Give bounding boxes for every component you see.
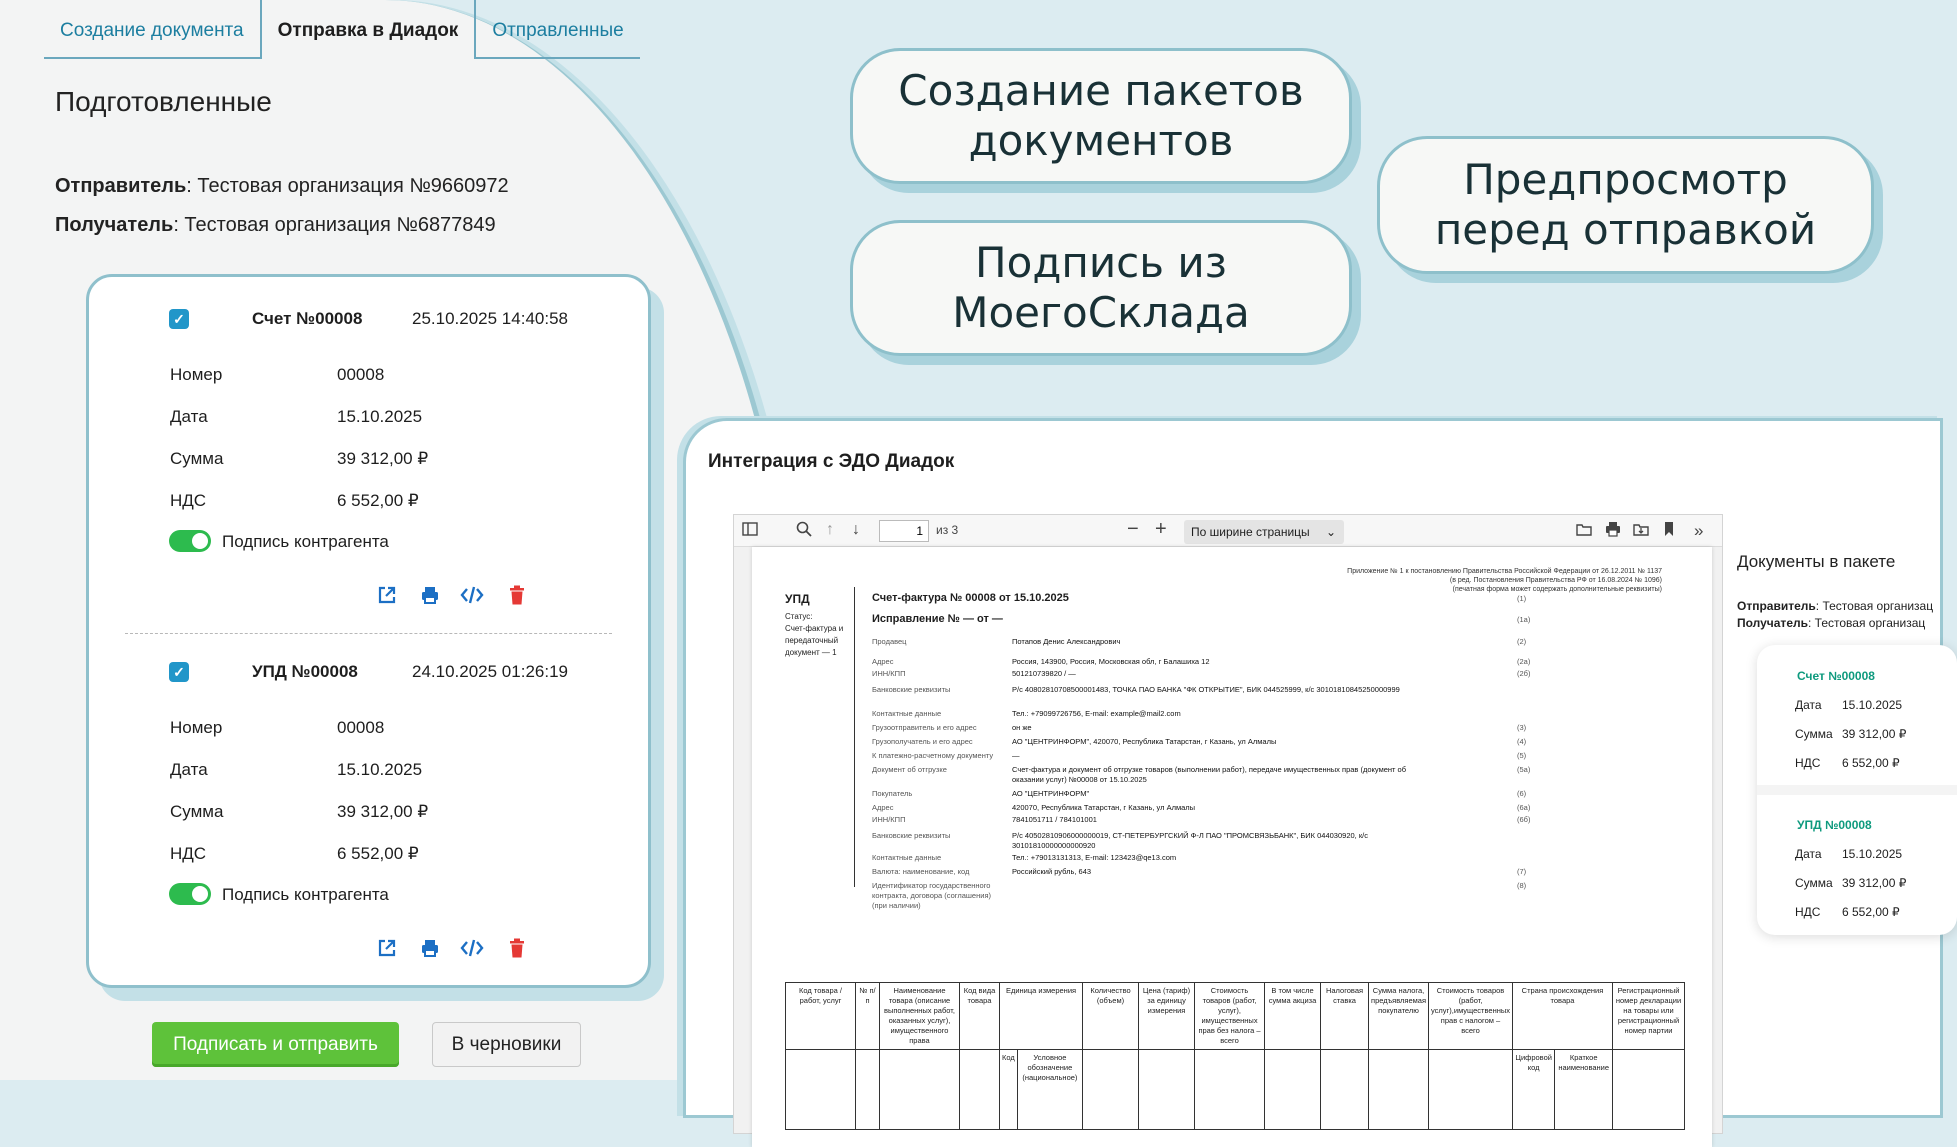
receiver-value: : Тестовая организация №6877849 xyxy=(173,214,496,236)
invoice-field-label: Документ об отгрузке xyxy=(872,765,947,774)
document-item xyxy=(89,277,648,617)
invoice-field-label: Грузополучатель и его адрес xyxy=(872,737,973,746)
tab-bar xyxy=(44,0,640,59)
table-subheader-cell xyxy=(1083,1050,1139,1130)
package-date-label: Дата xyxy=(1795,698,1822,712)
integration-panel xyxy=(683,418,1943,1118)
number-label: Номер xyxy=(170,718,223,737)
table-header-row xyxy=(786,983,1685,1050)
field-number: (6) xyxy=(1517,789,1527,798)
save-icon[interactable] xyxy=(1633,521,1649,542)
upd-status-line: документ — 1 xyxy=(785,648,837,657)
package-document-name: УПД №00008 xyxy=(1797,818,1872,832)
counterparty-signature-toggle[interactable] xyxy=(169,883,211,905)
invoice-field-value: Тел.: +79099726756, E-mail: example@mail2.com xyxy=(1012,709,1181,718)
package-date-value: 15.10.2025 xyxy=(1842,698,1903,712)
invoice-field-value: Российский рубль, 643 xyxy=(1012,867,1092,876)
field-number: (6б) xyxy=(1517,815,1531,824)
document-checkbox[interactable]: ✓ xyxy=(169,662,189,682)
tab-sent[interactable]: Отправленные xyxy=(476,0,639,59)
upd-status-line: Счет-фактура и xyxy=(785,624,844,633)
page-count: из 3 xyxy=(936,523,959,537)
receiver-line xyxy=(55,214,496,237)
invoice-field-label: Идентификатор государственного контракта, договора (соглашения) (при наличии) xyxy=(872,881,991,910)
document-name: УПД №00008 xyxy=(252,662,358,681)
package-divider xyxy=(1757,785,1957,795)
upd-status-line: Статус: xyxy=(785,612,813,621)
sender-value: : Тестовая организация №9660972 xyxy=(186,175,509,197)
invoice-goods-table xyxy=(785,982,1685,1130)
to-drafts-button[interactable]: В черновики xyxy=(432,1022,581,1067)
package-sum-value: 39 312,00 ₽ xyxy=(1842,727,1907,741)
feature-packages-bubble xyxy=(850,48,1352,184)
bookmark-icon[interactable] xyxy=(1663,521,1675,542)
number-value: 00008 xyxy=(337,365,385,384)
package-receiver-label: Получатель xyxy=(1737,616,1808,630)
upd-status xyxy=(785,611,849,659)
feature-preview-line2: перед отправкой xyxy=(1434,205,1817,254)
package-receiver-value: : Тестовая организац xyxy=(1808,616,1926,630)
invoice-field-value: — xyxy=(1012,751,1020,760)
invoice-correction: Исправление № — от — xyxy=(872,613,1003,625)
upd-status-line: передаточный xyxy=(785,636,839,645)
invoice-field-value: он же xyxy=(1012,723,1032,732)
vat-label: НДС xyxy=(170,491,207,510)
open-external-icon[interactable] xyxy=(374,582,400,608)
invoice-field-label: Банковские реквизиты xyxy=(872,685,951,694)
sign-and-send-button[interactable]: Подписать и отправить xyxy=(152,1022,399,1067)
document-name: Счет №00008 xyxy=(252,309,363,328)
field-number: (7) xyxy=(1517,867,1527,876)
table-subheader-cell xyxy=(1613,1050,1685,1130)
invoice-field-label: Покупатель xyxy=(872,789,913,798)
sum-label: Сумма xyxy=(170,802,224,821)
field-number: (1а) xyxy=(1517,615,1531,624)
table-subheader-cell xyxy=(1321,1050,1369,1130)
package-vat-value: 6 552,00 ₽ xyxy=(1842,756,1900,770)
invoice-field-label: Контактные данные xyxy=(872,853,942,862)
table-subheader-cell xyxy=(786,1050,856,1130)
invoice-field-label: ИНН/КПП xyxy=(872,669,906,678)
invoice-field-value: 7841051711 / 784101001 xyxy=(1012,815,1097,824)
invoice-field-label: К платежно-расчетному документу xyxy=(872,751,994,760)
invoice-field-value: Потапов Денис Александрович xyxy=(1012,637,1121,646)
table-header-cell: Регистрационный номер декларации на товары или регистрационный номер партии xyxy=(1613,983,1685,1050)
pdf-note-line: (в ред. Постановления Правительства РФ от 16.08.2024 № 1096) xyxy=(1449,577,1662,584)
feature-packages-line1: Создание пакетов xyxy=(898,66,1304,115)
open-file-icon[interactable] xyxy=(1576,521,1592,542)
invoice-field-value: 420070, Республика Татарстан, г Казань, ул Алмалы xyxy=(1012,803,1196,812)
sum-value: 39 312,00 ₽ xyxy=(337,449,429,468)
invoice-field-label: Банковские реквизиты xyxy=(872,831,951,840)
package-sum-label: Сумма xyxy=(1795,876,1833,890)
pdf-vertical-rule xyxy=(854,587,855,887)
invoice-field-value: Счет-фактура и документ об отгрузке товаров (выполнении работ), передаче имущественных прав (документ об оказании услуг) №00008 от 15.10.2025 xyxy=(1012,765,1407,784)
pdf-note-line: Приложение № 1 к постановлению Правительства Российской Федерации от 26.12.2011 № 1137 xyxy=(1347,568,1662,575)
invoice-field-label: ИНН/КПП xyxy=(872,815,906,824)
table-subheader-row xyxy=(786,1050,1685,1130)
table-subheader-cell xyxy=(1195,1050,1265,1130)
date-label: Дата xyxy=(170,407,208,426)
package-date-label: Дата xyxy=(1795,847,1822,861)
tab-create-document[interactable]: Создание документа xyxy=(44,0,260,59)
invoice-field-value: АО "ЦЕНТРИНФОРМ" xyxy=(1012,789,1090,798)
table-subheader-cell xyxy=(1429,1050,1513,1130)
vat-value: 6 552,00 ₽ xyxy=(337,844,419,863)
invoice-field-label: Контактные данные xyxy=(872,709,942,718)
sender-label: Отправитель xyxy=(55,175,187,197)
field-number: (2а) xyxy=(1517,657,1531,666)
chevron-down-icon: ⌄ xyxy=(1325,525,1336,539)
field-number: (4) xyxy=(1517,737,1527,746)
table-subheader-cell xyxy=(880,1050,960,1130)
table-header-cell: Страна происхождения товара xyxy=(1512,983,1612,1050)
feature-signing-bubble xyxy=(850,220,1352,356)
counterparty-signature-label: Подпись контрагента xyxy=(222,885,389,904)
invoice-field-label: Адрес xyxy=(872,657,894,666)
field-number: (8) xyxy=(1517,881,1527,890)
invoice-field-label: Грузоотправитель и его адрес xyxy=(872,723,977,732)
table-subheader-cell xyxy=(856,1050,880,1130)
feature-preview-line1: Предпросмотр xyxy=(1463,155,1788,204)
document-item xyxy=(89,630,648,970)
zoom-in-icon[interactable]: + xyxy=(1155,518,1167,540)
table-subheader-cell xyxy=(1139,1050,1195,1130)
field-number: (1) xyxy=(1517,594,1527,603)
arrow-down-icon[interactable]: ↓ xyxy=(852,521,860,538)
feature-signing-line1: Подпись из xyxy=(975,238,1227,287)
print-icon[interactable] xyxy=(417,935,443,961)
field-number: (5а) xyxy=(1517,765,1531,774)
invoice-field-value: Россия, 143900, Россия, Московская обл, г Балашиха 12 xyxy=(1012,657,1210,666)
table-subheader-cell: Краткое наименование xyxy=(1555,1050,1613,1130)
receiver-label: Получатель xyxy=(55,214,174,236)
package-sum-value: 39 312,00 ₽ xyxy=(1842,876,1907,890)
document-checkbox[interactable]: ✓ xyxy=(169,309,189,329)
counterparty-signature-label: Подпись контрагента xyxy=(222,532,389,551)
package-vat-label: НДС xyxy=(1795,905,1821,919)
invoice-title: Счет-фактура № 00008 от 15.10.2025 xyxy=(872,592,1069,604)
invoice-field-value: Тел.: +79013131313, E-mail: 123423@qe13.com xyxy=(1012,853,1177,862)
more-tools-icon[interactable]: » xyxy=(1694,521,1704,540)
package-date-value: 15.10.2025 xyxy=(1842,847,1903,861)
upd-label: УПД xyxy=(785,592,810,606)
feature-signing-line2: МоегоСклада xyxy=(952,288,1250,337)
package-sender-value: : Тестовая организац xyxy=(1815,599,1934,613)
table-header-cell: Сумма налога, предъявляемая покупателю xyxy=(1369,983,1429,1050)
vat-value: 6 552,00 ₽ xyxy=(337,491,419,510)
sidebar-toggle-icon[interactable] xyxy=(742,521,758,542)
arrow-up-icon[interactable]: ↑ xyxy=(826,521,834,538)
table-header-cell: Единица измерения xyxy=(1000,983,1083,1050)
field-number: (6а) xyxy=(1517,803,1531,812)
date-label: Дата xyxy=(170,760,208,779)
table-header-cell: Код вида товара xyxy=(960,983,1000,1050)
zoom-select-value: По ширине страницы xyxy=(1191,525,1310,539)
zoom-out-icon[interactable]: − xyxy=(1127,518,1139,540)
invoice-field-label: Валюта: наименование, код xyxy=(872,867,970,876)
prepared-documents-card xyxy=(86,274,651,988)
package-sender-label: Отправитель xyxy=(1737,599,1816,613)
pdf-header-note xyxy=(1262,567,1662,594)
field-number: (2б) xyxy=(1517,669,1531,678)
feature-packages-line2: документов xyxy=(968,116,1234,165)
field-number: (5) xyxy=(1517,751,1527,760)
table-header-cell: Код товара / работ, услуг xyxy=(786,983,856,1050)
pdf-note-line: (печатная форма может содержать дополнительные реквизиты) xyxy=(1452,586,1662,593)
invoice-field-label: Продавец xyxy=(872,637,907,646)
zoom-select[interactable] xyxy=(1184,520,1344,544)
delete-icon[interactable] xyxy=(504,935,530,961)
package-vat-value: 6 552,00 ₽ xyxy=(1842,905,1900,919)
sender-line xyxy=(55,175,509,198)
counterparty-signature-toggle[interactable] xyxy=(169,530,211,552)
field-number: (3) xyxy=(1517,723,1527,732)
table-subheader-cell xyxy=(960,1050,1000,1130)
table-subheader-cell: Код xyxy=(1000,1050,1018,1130)
table-subheader-cell: Условное обозначение (национальное) xyxy=(1017,1050,1082,1130)
tab-send-diadoc[interactable]: Отправка в Диадок xyxy=(260,0,477,59)
table-header-cell: Налоговая ставка xyxy=(1321,983,1369,1050)
table-subheader-cell: Цифровой код xyxy=(1512,1050,1554,1130)
table-header-cell: № п/п xyxy=(856,983,880,1050)
package-document-name: Счет №00008 xyxy=(1797,669,1875,683)
table-header-cell: Стоимость товаров (работ, услуг), имущественных прав без налога – всего xyxy=(1195,983,1265,1050)
search-icon[interactable] xyxy=(796,521,812,542)
pdf-page xyxy=(752,547,1712,1147)
number-value: 00008 xyxy=(337,718,385,737)
table-header-cell: Наименование товара (описание выполненных работ, оказанных услуг), имущественного права xyxy=(880,983,960,1050)
table-header-cell: Стоимость товаров (работ, услуг),имущественных прав с налогом – всего xyxy=(1429,983,1513,1050)
print-icon[interactable] xyxy=(1605,521,1621,542)
package-documents-card xyxy=(1757,645,1957,935)
invoice-field-value: Р/с 40802810708500001483, ТОЧКА ПАО БАНКА "ФК ОТКРЫТИЕ", БИК 044525999, к/с 30101810845250000999 xyxy=(1012,685,1400,694)
package-documents-title: Документы в пакете xyxy=(1737,552,1896,571)
vat-label: НДС xyxy=(170,844,207,863)
feature-preview-bubble xyxy=(1377,136,1874,274)
table-header-cell: Количество (объем) xyxy=(1083,983,1139,1050)
pdf-toolbar xyxy=(734,515,1722,547)
table-subheader-cell xyxy=(1265,1050,1321,1130)
invoice-field-value: АО "ЦЕНТРИНФОРМ", 420070, Республика Татарстан, г Казань, ул Алмалы xyxy=(1012,737,1277,746)
print-icon[interactable] xyxy=(417,582,443,608)
invoice-field-value: Р/с 40502810906000000019, СТ-ПЕТЕРБУРГСКИЙ Ф-Л ПАО "ПРОМСВЯЗЬБАНК", БИК 044030920, к/с 30101810000000000920 xyxy=(1012,831,1368,850)
section-title: Подготовленные xyxy=(55,86,272,117)
package-receiver-line xyxy=(1737,616,1925,630)
table-header-cell: Цена (тариф) за единицу измерения xyxy=(1139,983,1195,1050)
invoice-field-value: 501210739820 / — xyxy=(1012,669,1076,678)
integration-title: Интеграция с ЭДО Диадок xyxy=(708,451,955,472)
code-icon[interactable] xyxy=(459,582,485,608)
package-sender-line xyxy=(1737,599,1933,613)
package-vat-label: НДС xyxy=(1795,756,1821,770)
date-value: 15.10.2025 xyxy=(337,407,423,426)
document-datetime: 25.10.2025 14:40:58 xyxy=(412,309,568,328)
open-external-icon[interactable] xyxy=(374,935,400,961)
table-header-cell: В том числе сумма акциза xyxy=(1265,983,1321,1050)
package-sum-label: Сумма xyxy=(1795,727,1833,741)
document-datetime: 24.10.2025 01:26:19 xyxy=(412,662,568,681)
pdf-viewer xyxy=(733,514,1723,1134)
page-number-input[interactable] xyxy=(879,520,929,542)
invoice-field-label: Адрес xyxy=(872,803,894,812)
code-icon[interactable] xyxy=(459,935,485,961)
field-number: (2) xyxy=(1517,637,1527,646)
date-value: 15.10.2025 xyxy=(337,760,423,779)
sum-value: 39 312,00 ₽ xyxy=(337,802,429,821)
table-subheader-cell xyxy=(1369,1050,1429,1130)
number-label: Номер xyxy=(170,365,223,384)
delete-icon[interactable] xyxy=(504,582,530,608)
sum-label: Сумма xyxy=(170,449,224,468)
